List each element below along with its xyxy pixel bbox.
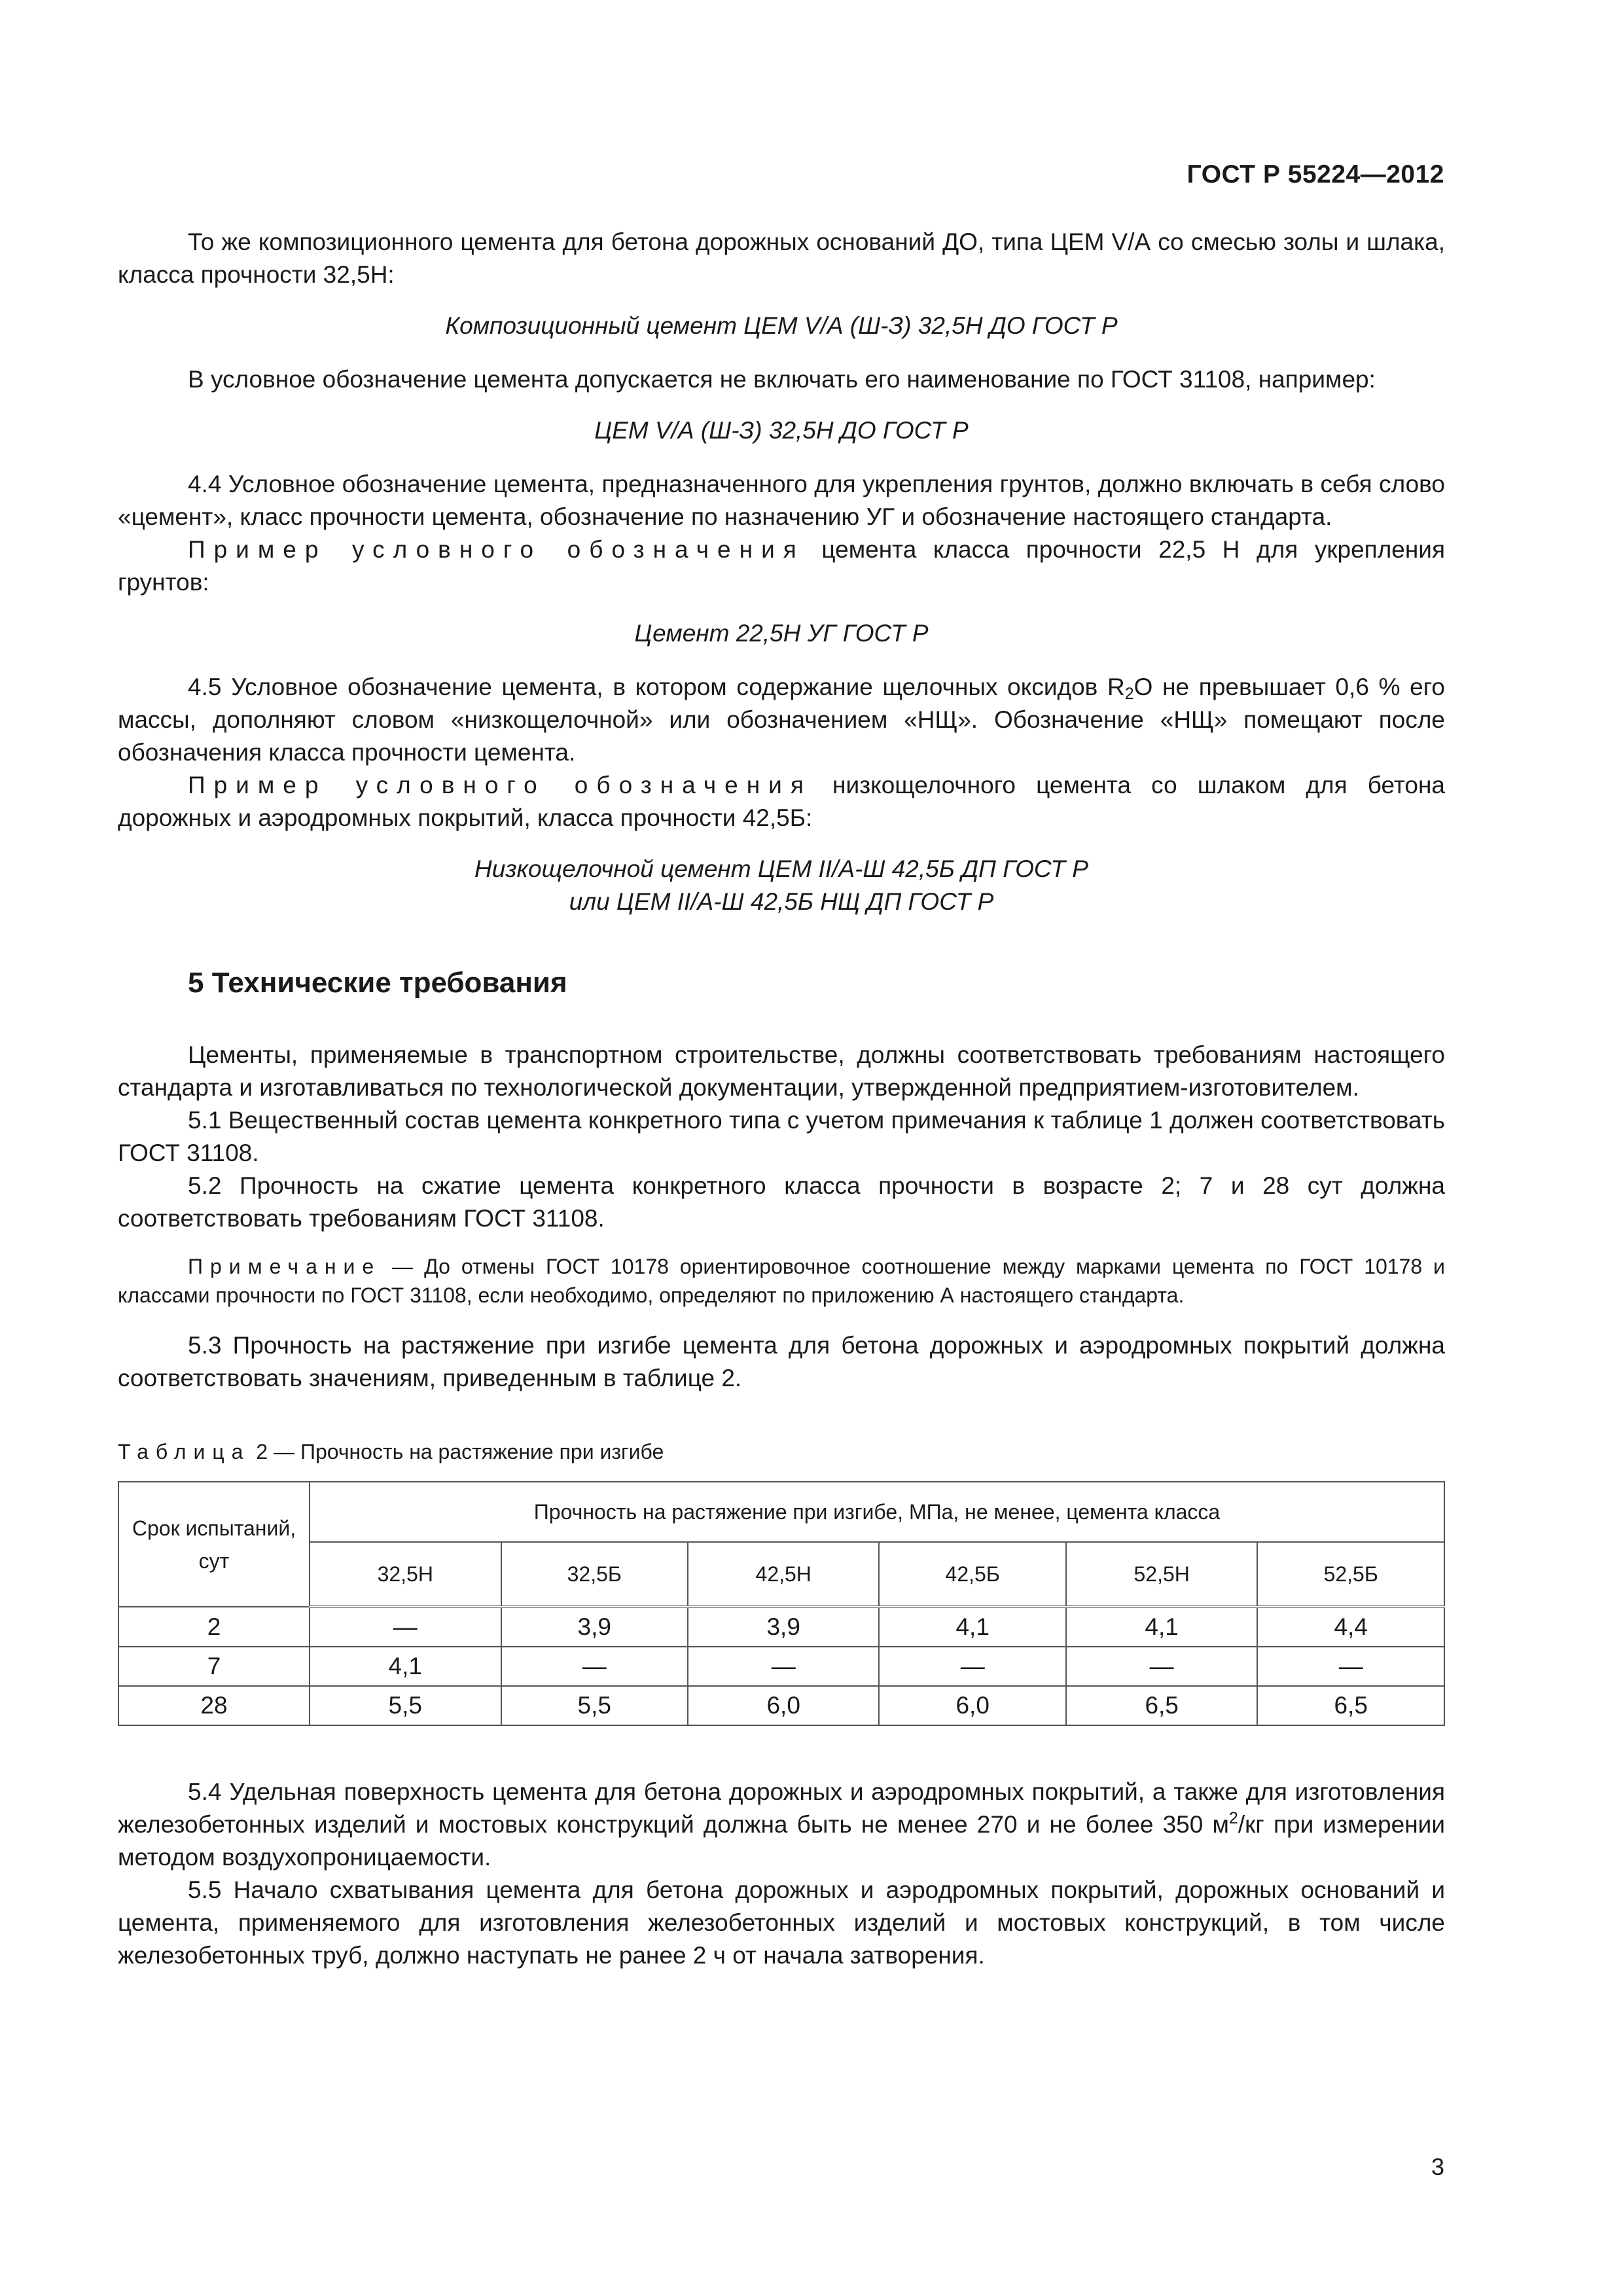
table-cell: 3,9 — [688, 1607, 880, 1647]
table-cell: 5,5 — [501, 1686, 688, 1725]
clause-text: /кг при измерении методом воздухопроницаемости. — [118, 1811, 1445, 1871]
note-label: Примечание — [188, 1255, 382, 1278]
table-cell-term: 2 — [118, 1607, 310, 1647]
designation-example: Композиционный цемент ЦЕМ V/А (Ш-З) 32,5Н ДО ГОСТ Р — [445, 312, 1118, 339]
note-text: — До отмены ГОСТ 10178 ориентировочное соотношение между марками цемента по ГОСТ 10178 и классами прочности по ГОСТ 31108, если необходимо, определяют по приложению А настоящего стандарта. — [118, 1255, 1445, 1307]
table-row — [118, 1647, 1444, 1686]
paragraph: В условное обозначение цемента допускается не включать его наименование по ГОСТ 31108, например: — [188, 366, 1376, 393]
table-cell: — — [879, 1647, 1065, 1686]
table-caption-label: Таблица — [118, 1440, 251, 1463]
column-header: 32,5Н — [310, 1542, 501, 1607]
table-cell: 4,1 — [1066, 1607, 1258, 1647]
table-cell: — — [501, 1647, 688, 1686]
example-paragraph — [118, 769, 1445, 834]
clause-4-5 — [118, 671, 1445, 769]
note — [118, 1252, 1445, 1310]
table-cell: 4,4 — [1257, 1607, 1444, 1647]
paragraph: То же композиционного цемента для бетона дорожных оснований ДО, типа ЦЕМ V/А со смесью золы и шлака, класса прочности 32,5Н: — [118, 228, 1445, 288]
table-cell: 3,9 — [501, 1607, 688, 1647]
table-cell: 6,0 — [879, 1686, 1065, 1725]
strength-table — [118, 1481, 1445, 1726]
paragraph: Цементы, применяемые в транспортном строительстве, должны соответствовать требованиям настоящего стандарта и изготавливаться по технологической документации, утвержденной предприятием-изготовителем. — [118, 1041, 1445, 1101]
clause-text: O не превышает 0,6 % его массы, дополняют словом «низкощелочной» или обозначением «НЩ». Обозначение «НЩ» помещают после обозначения класса прочности цемента. — [118, 673, 1446, 766]
example-label: Пример условного обозначения — [188, 772, 812, 798]
clause-5-2: 5.2 Прочность на сжатие цемента конкретного класса прочности в возрасте 2; 7 и 28 сут должна соответствовать требованиям ГОСТ 31108. — [118, 1172, 1445, 1232]
clause-5-5: 5.5 Начало схватывания цемента для бетона дорожных и аэродромных покрытий, дорожных оснований и цемента, применяемого для изготовления железобетонных изделий и мостовых конструкций, в том числе железобетонных труб, должно наступать не ранее 2 ч от начала затворения. — [118, 1876, 1445, 1969]
clause-5-4 — [118, 1776, 1445, 1874]
document-id-header: ГОСТ Р 55224—2012 — [1186, 160, 1444, 188]
table-cell: 5,5 — [310, 1686, 501, 1725]
designation-example: Низкощелочной цемент ЦЕМ II/А-Ш 42,5Б ДП ГОСТ Р — [474, 855, 1088, 882]
row-header: Срок испытаний, сут — [118, 1482, 310, 1607]
superscript: 2 — [1228, 1809, 1238, 1827]
example-text: низкощелочного цемента со шлаком для бетона дорожных и аэродромных покрытий, класса прочности 42,5Б: — [118, 772, 1445, 831]
table-cell: — — [1257, 1647, 1444, 1686]
table-row — [118, 1607, 1444, 1647]
table-cell-term: 7 — [118, 1647, 310, 1686]
table-cell: 4,1 — [310, 1647, 501, 1686]
designation-example: Цемент 22,5Н УГ ГОСТ Р — [634, 620, 929, 647]
table-cell: 4,1 — [879, 1607, 1065, 1647]
group-header: Прочность на растяжение при изгибе, МПа, не менее, цемента класса — [310, 1482, 1444, 1542]
table-cell: 6,5 — [1257, 1686, 1444, 1725]
clause-text: 5.4 Удельная поверхность цемента для бетона дорожных и аэродромных покрытий, а также для изготовления железобетонных изделий и мостовых конструкций должна быть не менее 270 и не более 350 м — [118, 1778, 1445, 1838]
section-title: 5 Технические требования — [188, 967, 567, 999]
example-text: цемента класса прочности 22,5 Н для укрепления грунтов: — [118, 536, 1445, 596]
example-paragraph — [118, 533, 1445, 599]
column-header: 32,5Б — [501, 1542, 688, 1607]
column-header: 42,5Н — [688, 1542, 880, 1607]
page-content — [118, 226, 1445, 1972]
table-cell: — — [688, 1647, 880, 1686]
table-cell: 6,5 — [1066, 1686, 1258, 1725]
clause-text: 4.5 Условное обозначение цемента, в котором содержание щелочных оксидов R — [188, 673, 1125, 700]
table-row — [118, 1686, 1444, 1725]
designation-example: ЦЕМ V/А (Ш-З) 32,5Н ДО ГОСТ Р — [594, 417, 969, 444]
column-header: 52,5Б — [1257, 1542, 1444, 1607]
subscript: 2 — [1124, 685, 1134, 703]
table-caption — [118, 1435, 1445, 1468]
designation-example: или ЦЕМ II/А-Ш 42,5Б НЩ ДП ГОСТ Р — [569, 888, 994, 915]
clause-4-4: 4.4 Условное обозначение цемента, предназначенного для укрепления грунтов, должно включать в себя слово «цемент», класс прочности цемента, обозначение по назначению УГ и обозначение настоящего стандарта. — [118, 471, 1445, 530]
table-cell: 6,0 — [688, 1686, 880, 1725]
column-header: 52,5Н — [1066, 1542, 1258, 1607]
page-number: 3 — [1431, 2153, 1444, 2180]
table-caption-text: 2 — Прочность на растяжение при изгибе — [250, 1440, 664, 1463]
table-cell: — — [310, 1607, 501, 1647]
table-cell: — — [1066, 1647, 1258, 1686]
example-label: Пример условного обозначения — [188, 536, 805, 563]
table-cell-term: 28 — [118, 1686, 310, 1725]
column-header: 42,5Б — [879, 1542, 1065, 1607]
clause-5-3: 5.3 Прочность на растяжение при изгибе цемента для бетона дорожных и аэродромных покрытий должна соответствовать значениям, приведенным в таблице 2. — [118, 1332, 1445, 1391]
clause-5-1: 5.1 Вещественный состав цемента конкретного типа с учетом примечания к таблице 1 должен соответствовать ГОСТ 31108. — [118, 1107, 1445, 1166]
